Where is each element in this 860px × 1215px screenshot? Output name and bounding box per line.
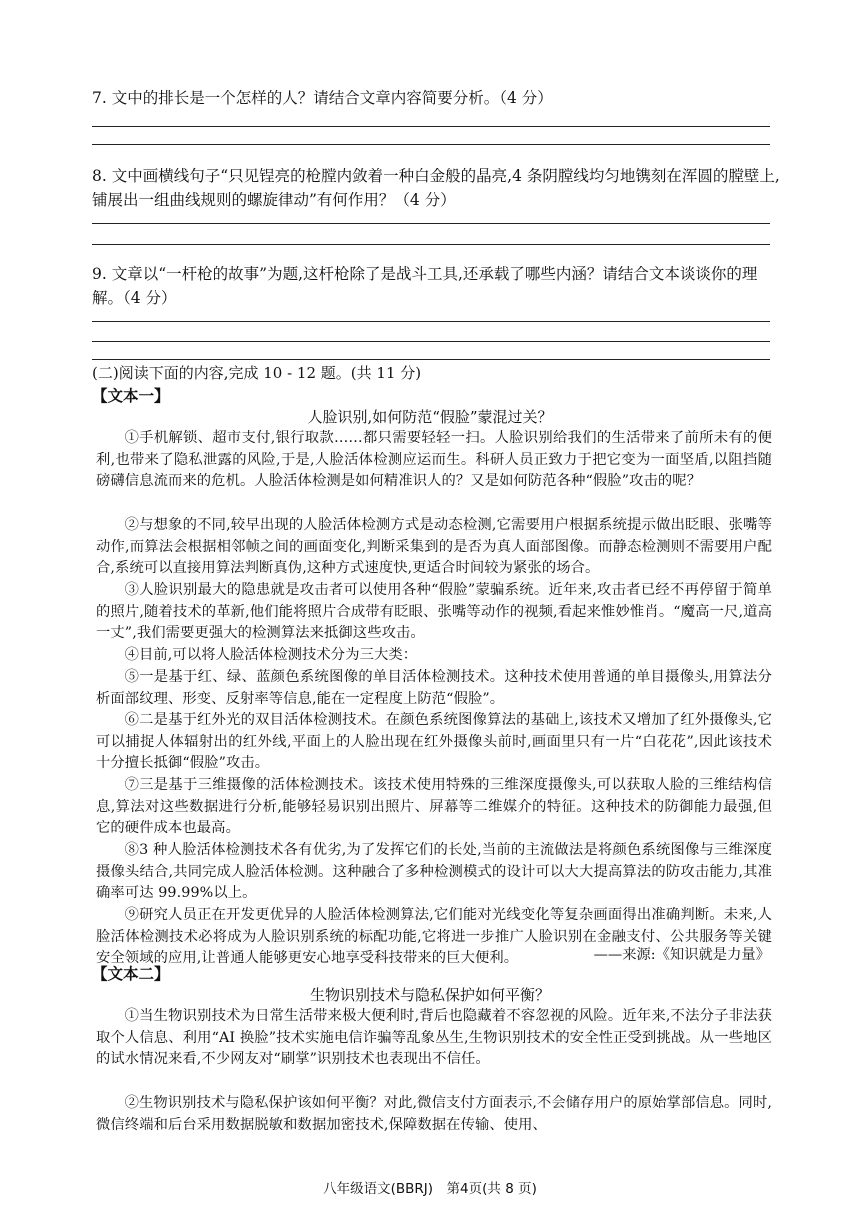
answer-line [92, 341, 770, 342]
text1-title: 人脸识别,如何防范“假脸”蒙混过关？ [307, 408, 553, 426]
question-9: 9. 文章以“一杆枪的故事”为题,这杆枪除了是战斗工具,还承载了哪些内涵？请结合文本谈谈你的理解。（4 分） [92, 265, 758, 307]
answer-line [92, 244, 770, 245]
text1-paragraph: ⑧3 种人脸活体检测技术各有优劣,为了发挥它们的长处,当前的主流做法是将颜色系统图像与三维深度摄像头结合,共同完成人脸活体检测。这种融合了多种检测模式的设计可以大大提高算法的防攻击能力,其准确率可达 99.99%以上。 [96, 842, 772, 902]
text1-paragraph: ④目前,可以将人脸活体检测技术分为三大类： [124, 647, 418, 663]
section-heading: (二)阅读下面的内容,完成 10 - 12 题。(共 11 分) [92, 364, 422, 382]
text1-paragraph: ⑥二是基于红外光的双目活体检测技术。在颜色系统图像算法的基础上,该技术又增加了红外摄像头,它可以捕捉人体辐射出的红外线,平面上的人脸出现在红外摄像头前时,画面里只有一片“白花花”,因此该技术十分擅长抵御“假脸”攻击。 [96, 712, 772, 772]
text1-paragraph: ⑦三是基于三维摄像的活体检测技术。该技术使用特殊的三维深度摄像头,可以获取人脸的三维结构信息,算法对这些数据进行分析,能够轻易识别出照片、屏幕等二维媒介的特征。这种技术的防御能力最强,但它的硬件成本也最高。 [96, 777, 772, 837]
text1-paragraph: ⑤一是基于红、绿、蓝颜色系统图像的单目活体检测技术。这种技术使用普通的单目摄像头,用算法分析面部纹理、形变、反射率等信息,能在一定程度上防范“假脸”。 [96, 669, 772, 707]
question-7: 7. 文中的排长是一个怎样的人？请结合文章内容简要分析。（4 分） [92, 89, 553, 107]
answer-line [92, 321, 770, 322]
text1-paragraph: ①手机解锁、超市支付,银行取款……都只需要轻轻一扫。人脸识别给我们的生活带来了前所未有的便利,也带来了隐私泄露的风险,于是,人脸活体检测应运而生。科研人员正致力于把它变为一面坚盾,以阻挡随磅礴信息流而来的危机。人脸活体检测是如何精准识人的？又是如何防范各种“假脸”攻击的呢？ [96, 430, 772, 490]
answer-line [92, 126, 770, 127]
text1-paragraph: ⑨研究人员正在开发更优异的人脸活体检测算法,它们能对光线变化等复杂画面得出准确判断。未来,人脸活体检测技术必将成为人脸识别系统的标配功能,它将进一步推广人脸识别在金融支付、公共服务等关键安全领域的应用,让普通人能够更安心地享受科技带来的巨大便利。 [96, 907, 772, 967]
text1-paragraph: ③人脸识别最大的隐患就是攻击者可以使用各种“假脸”蒙骗系统。近年来,攻击者已经不再停留于简单的照片,随着技术的革新,他们能将照片合成带有眨眼、张嘴等动作的视频,看起来惟妙惟肖。“魔高一尺,道高一丈”,我们需要更强大的检测算法来抵御这些攻击。 [96, 582, 772, 642]
text2-header: 【文本二】 [92, 965, 170, 983]
page-footer: 八年级语文(BBRJ) 第4页(共 8 页) [323, 1181, 537, 1197]
text1-header: 【文本一】 [92, 387, 170, 405]
text1-source: ——来源:《知识就是力量》 [593, 947, 770, 963]
answer-line [92, 359, 770, 360]
text2-title: 生物识别技术与隐私保护如何平衡？ [309, 986, 550, 1004]
answer-line [92, 223, 770, 224]
question-8: 8. 文中画横线句子“只见锃亮的枪膛内敛着一种白金般的晶亮,4 条阴膛线均匀地镌刻在浑圆的膛壁上,铺展出一组曲线规则的螺旋律动”有何作用？（4 分） [92, 167, 780, 209]
text1-paragraph: ②与想象的不同,较早出现的人脸活体检测方式是动态检测,它需要用户根据系统提示做出眨眼、张嘴等动作,而算法会根据相邻帧之间的画面变化,判断采集到的是否为真人面部图像。而静态检测则不需要用户配合,系统可以直接用算法判断真伪,这种方式速度快,更适合时间较为紧张的场合。 [96, 517, 772, 577]
text2-paragraph: ②生物识别技术与隐私保护该如何平衡？对此,微信支付方面表示,不会储存用户的原始掌部信息。同时,微信终端和后台采用数据脱敏和数据加密技术,保障数据在传输、使用、 [96, 1095, 772, 1133]
text2-paragraph: ①当生物识别技术为日常生活带来极大便利时,背后也隐藏着不容忽视的风险。近年来,不法分子非法获取个人信息、利用“AI 换脸”技术实施电信诈骗等乱象丛生,生物识别技术的安全性正受到挑战。从一些地区的试水情况来看,不少网友对“刷掌”识别技术也表现出不信任。 [96, 1008, 772, 1068]
answer-line [92, 144, 770, 145]
